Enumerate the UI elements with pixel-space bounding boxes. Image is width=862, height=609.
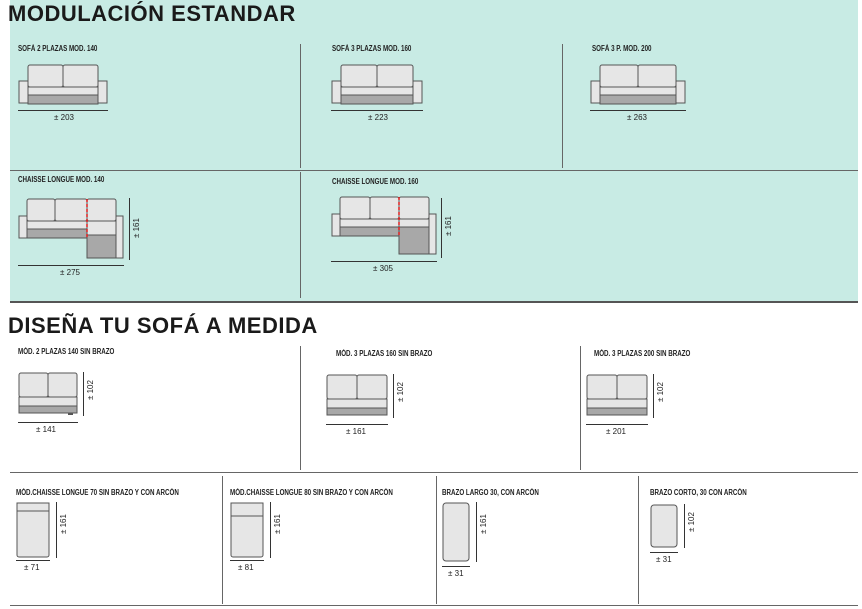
width-dimension: ± 275 (60, 268, 80, 277)
chaise-module-70-drawing (16, 502, 50, 558)
width-dimension-line (326, 424, 388, 425)
divider (300, 44, 301, 168)
item-label: BRAZO CORTO, 30 CON ARCÓN (650, 488, 747, 497)
item-label: CHAISSE LONGUE MOD. 160 (332, 177, 419, 186)
width-dimension-line (650, 552, 678, 553)
depth-dimension: ± 161 (132, 218, 141, 238)
chaise-longue-160-drawing (331, 196, 437, 258)
depth-dimension: ± 102 (687, 512, 696, 532)
section-title-standard: MODULACIÓN ESTANDAR (8, 1, 296, 26)
width-dimension: ± 141 (36, 425, 56, 434)
item-label: MÓD.CHAISSE LONGUE 70 SIN BRAZO Y CON ARCÓN (16, 488, 179, 497)
divider (580, 346, 581, 470)
width-dimension: ± 161 (346, 427, 366, 436)
section-divider (10, 301, 858, 303)
depth-dimension: ± 161 (479, 514, 488, 534)
depth-dimension: ± 161 (273, 514, 282, 534)
sofa-3-seat-200-drawing (590, 64, 686, 106)
module-3-seat-160-drawing (326, 374, 388, 418)
depth-dimension: ± 102 (656, 382, 665, 402)
width-dimension: ± 81 (238, 563, 254, 572)
chaise-longue-140-drawing (18, 198, 124, 260)
item-label: MÓD. 2 PLAZAS 140 SIN BRAZO (18, 347, 115, 356)
module-3-seat-200-drawing (586, 374, 648, 418)
item-label: SOFÁ 3 P. MOD. 200 (592, 44, 652, 53)
item-label: MÓD.CHAISSE LONGUE 80 SIN BRAZO Y CON ARCÓN (230, 488, 393, 497)
long-arm-drawing (442, 502, 470, 562)
item-label: MÓD. 3 PLAZAS 160 SIN BRAZO (336, 349, 433, 358)
divider (222, 476, 223, 604)
divider (300, 172, 301, 298)
depth-dimension-line (393, 374, 394, 418)
module-2-seat-drawing (18, 372, 78, 416)
depth-dimension: ± 161 (444, 216, 453, 236)
section-title-custom: DISEÑA TU SOFÁ A MEDIDA (8, 313, 318, 338)
item-label: CHAISSE LONGUE MOD. 140 (18, 175, 105, 184)
width-dimension: ± 31 (656, 555, 672, 564)
width-dimension-line (18, 265, 124, 266)
depth-dimension: ± 102 (396, 382, 405, 402)
short-arm-drawing (650, 504, 678, 548)
depth-dimension-line (441, 198, 442, 258)
divider (10, 605, 858, 606)
width-dimension-line (18, 110, 108, 111)
width-dimension-line (230, 560, 264, 561)
depth-dimension: ± 161 (59, 514, 68, 534)
width-dimension-line (590, 110, 686, 111)
divider (562, 44, 563, 168)
width-dimension: ± 263 (627, 113, 647, 122)
sofa-2-seat-drawing (18, 64, 108, 106)
depth-dimension-line (129, 198, 130, 260)
depth-dimension: ± 102 (86, 380, 95, 400)
width-dimension-line (442, 566, 470, 567)
divider (638, 476, 639, 604)
width-dimension: ± 71 (24, 563, 40, 572)
width-dimension: ± 31 (448, 569, 464, 578)
divider (436, 476, 437, 604)
width-dimension-line (18, 422, 78, 423)
width-dimension: ± 201 (606, 427, 626, 436)
chaise-module-80-drawing (230, 502, 264, 558)
depth-dimension-line (684, 504, 685, 548)
custom-section-background (10, 302, 858, 609)
width-dimension: ± 305 (373, 264, 393, 273)
item-label: SOFÁ 3 PLAZAS MOD. 160 (332, 44, 412, 53)
divider (10, 170, 858, 171)
divider (300, 346, 301, 470)
depth-dimension-line (653, 374, 654, 418)
width-dimension: ± 203 (54, 113, 74, 122)
depth-dimension-line (270, 502, 271, 558)
width-dimension-line (586, 424, 648, 425)
divider (10, 472, 858, 473)
depth-dimension-line (476, 502, 477, 562)
width-dimension: ± 223 (368, 113, 388, 122)
width-dimension-line (16, 560, 50, 561)
width-dimension-line (331, 110, 423, 111)
depth-dimension-line (83, 372, 84, 416)
item-label: SOFÁ 2 PLAZAS MOD. 140 (18, 44, 98, 53)
item-label: MÓD. 3 PLAZAS 200 SIN BRAZO (594, 349, 691, 358)
width-dimension-line (331, 261, 437, 262)
item-label: BRAZO LARGO 30, CON ARCÓN (442, 488, 539, 497)
depth-dimension-line (56, 502, 57, 558)
sofa-3-seat-160-drawing (331, 64, 423, 106)
